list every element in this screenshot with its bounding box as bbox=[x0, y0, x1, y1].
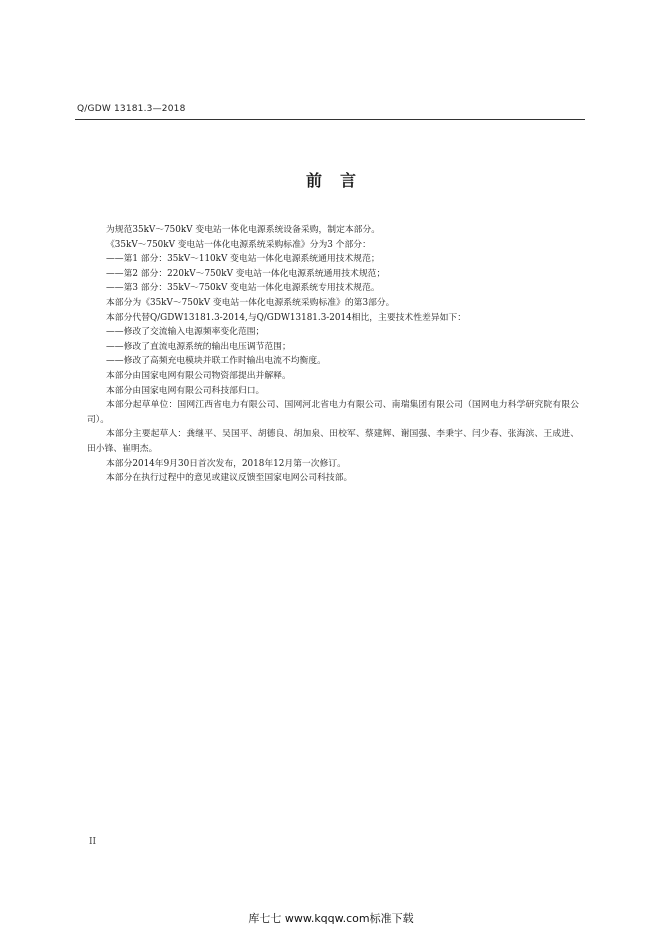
paragraph-centralized-by: 本部分由国家电网有限公司科技部归口。 bbox=[106, 385, 265, 396]
paragraph-drafters: 本部分主要起草人：龚继平、吴国平、胡德良、胡加泉、田校军、蔡建辉、谢国强、李秉宇、闫少春、张海滨、王成进、田小锋、崔明杰。 bbox=[87, 429, 579, 454]
list-item-part-1: ——第1 部分：35kV～110kV 变电站一体化电源系统通用技术规范； bbox=[106, 254, 380, 265]
paragraph-feedback: 本部分在执行过程中的意见或建议反馈至国家电网公司科技部。 bbox=[106, 473, 353, 484]
page-title bbox=[0, 168, 662, 191]
title-char-1: 前 bbox=[305, 171, 322, 190]
document-code: Q/GDW 13181.3—2018 bbox=[77, 104, 186, 114]
footer-watermark: 库七七 www.kqqw.com标准下载 bbox=[248, 912, 414, 925]
foreword-body bbox=[87, 223, 579, 486]
paragraph-purpose: 为规范35kV～750kV 变电站一体化电源系统设备采购，制定本部分。 bbox=[106, 225, 381, 235]
title-char-2: 言 bbox=[340, 171, 357, 190]
list-item-change-1: ——修改了交流输入电源频率变化范围； bbox=[106, 327, 265, 338]
page-number: II bbox=[89, 837, 97, 847]
paragraph-proposed-by: 本部分由国家电网有限公司物资部提出并解释。 bbox=[106, 370, 291, 381]
list-item-change-3: ——修改了高频充电模块并联工作时输出电流不均衡度。 bbox=[106, 356, 326, 367]
list-item-change-2: ——修改了直流电源系统的输出电压调节范围； bbox=[106, 341, 291, 352]
paragraph-replaces: 本部分代替Q/GDW13181.3-2014,与Q/GDW13181.3-2014相比，主要技术性差异如下： bbox=[106, 312, 467, 323]
paragraph-this-part: 本部分为《35kV～750kV 变电站一体化电源系统采购标准》的第3部分。 bbox=[106, 297, 395, 308]
header-rule bbox=[75, 119, 585, 120]
paragraph-release-history: 本部分2014年9月30日首次发布，2018年12月第一次修订。 bbox=[106, 458, 346, 469]
paragraph-parts-intro: 《35kV～750kV 变电站一体化电源系统采购标准》分为3 个部分： bbox=[106, 239, 371, 250]
paragraph-drafting-units: 本部分起草单位：国网江西省电力有限公司、国网河北省电力有限公司、南瑞集团有限公司（国网电力科学研究院有限公司）。 bbox=[87, 400, 579, 425]
list-item-part-3: ——第3 部分：35kV～750kV 变电站一体化电源系统专用技术规范。 bbox=[106, 283, 380, 294]
list-item-part-2: ——第2 部分：220kV～750kV 变电站一体化电源系统通用技术规范； bbox=[106, 268, 386, 279]
